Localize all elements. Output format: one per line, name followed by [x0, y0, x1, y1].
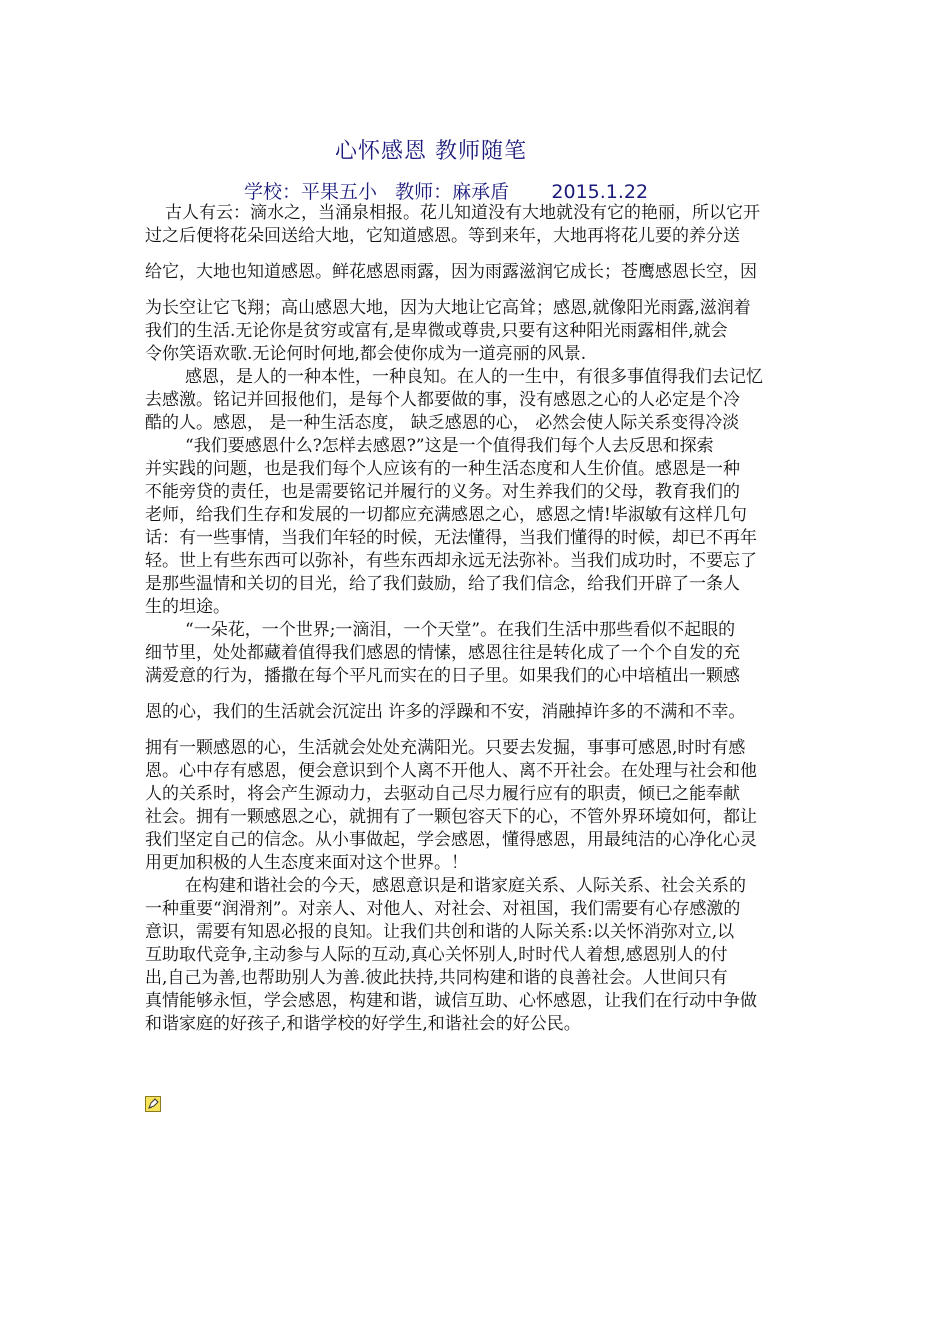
text-line: 轻。世上有些东西可以弥补，有些东西却永远无法弥补。当我们成功时，不要忘了 — [145, 551, 757, 571]
text-line: 出,自己为善,也帮助别人为善.彼此扶持,共同构建和谐的良善社会。人世间只有 — [145, 968, 728, 988]
text-line: 是那些温情和关切的目光，给了我们鼓励，给了我们信念，给我们开辟了一条人 — [145, 574, 740, 594]
text-line: 令你笑语欢歌.无论何时何地,都会使你成为一道亮丽的风景. — [145, 344, 587, 364]
text-line: 恩的心，我们的生活就会沉淀出 许多的浮躁和不安，消融掉许多的不满和不幸。 — [145, 702, 746, 722]
text-line: 恩。心中存有感恩，便会意识到个人离不开他人、离不开社会。在处理与社会和他 — [145, 761, 757, 781]
text-line: 满爱意的行为，播撒在每个平凡而实在的日子里。如果我们的心中培植出一颗感 — [145, 666, 740, 686]
text-line: 互助取代竞争,主动参与人际的互动,真心关怀别人,时时代人着想,感恩别人的付 — [145, 945, 728, 965]
article-body — [145, 202, 807, 1036]
text-line: 酷的人。感恩， 是一种生活态度， 缺乏感恩的心， 必然会使人际关系变得冷淡 — [145, 413, 740, 433]
text-line: 意识，需要有知恩必报的良知。让我们共创和谐的人际关系:以关怀消弥对立,以 — [145, 922, 735, 942]
text-line: 拥有一颗感恩的心，生活就会处处充满阳光。只要去发掘，事事可感恩,时时有感 — [145, 738, 746, 758]
page-title: 心怀感恩 教师随笔 — [335, 139, 527, 164]
byline: 学校：平果五小 教师：麻承盾 2015.1.22 — [244, 181, 649, 203]
text-line: 真情能够永恒，学会感恩，构建和谐，诚信互助、心怀感恩，让我们在行动中争做 — [145, 991, 757, 1011]
embedded-object-icon[interactable] — [145, 1096, 161, 1112]
text-line: 在构建和谐社会的今天，感恩意识是和谐家庭关系、人际关系、社会关系的 — [185, 876, 746, 896]
text-line: 一种重要“润滑剂”。对亲人、对他人、对社会、对祖国，我们需要有心存感激的 — [145, 899, 741, 919]
text-line: 并实践的问题，也是我们每个人应该有的一种生活态度和人生价值。感恩是一种 — [145, 459, 740, 479]
text-line: 为长空让它飞翔；高山感恩大地，因为大地让它高耸；感恩,就像阳光雨露,滋润着 — [145, 298, 751, 318]
text-line: 我们坚定自己的信念。从小事做起，学会感恩，懂得感恩，用最纯洁的心净化心灵 — [145, 830, 757, 850]
text-line: 去感激。铭记并回报他们，是每个人都要做的事，没有感恩之心的人必定是个冷 — [145, 390, 740, 410]
text-line: 用更加积极的人生态度来面对这个世界。！ — [145, 853, 468, 873]
text-line: 我们的生活.无论你是贫穷或富有,是卑微或尊贵,只要有这种阳光雨露相伴,就会 — [145, 321, 728, 341]
text-line: “我们要感恩什么?怎样去感恩?”这是一个值得我们每个人去反思和探索 — [185, 436, 714, 456]
text-line: 老师，给我们生存和发展的一切都应充满感恩之心，感恩之情!毕淑敏有这样几句 — [145, 505, 747, 525]
text-line: 感恩，是人的一种本性，一种良知。在人的一生中，有很多事值得我们去记忆 — [185, 367, 763, 387]
text-line: 生的坦途。 — [145, 597, 230, 617]
pen-icon — [146, 1097, 160, 1111]
text-line: 细节里，处处都藏着值得我们感恩的情愫，感恩往往是转化成了一个个自发的充 — [145, 643, 740, 663]
text-line: 不能旁贷的责任，也是需要铭记并履行的义务。对生养我们的父母，教育我们的 — [145, 482, 740, 502]
text-line: “一朵花，一个世界;一滴泪，一个天堂”。在我们生活中那些看似不起眼的 — [185, 620, 736, 640]
text-line: 过之后便将花朵回送给大地，它知道感恩。等到来年，大地再将花儿要的养分送 — [145, 226, 740, 246]
text-line: 和谐家庭的好孩子,和谐学校的好学生,和谐社会的好公民。 — [145, 1014, 581, 1034]
text-line: 话：有一些事情，当我们年轻的时候，无法懂得，当我们懂得的时候，却已不再年 — [145, 528, 757, 548]
text-line: 古人有云：滴水之，当涌泉相报。花儿知道没有大地就没有它的艳丽，所以它开 — [165, 203, 760, 223]
text-line: 给它，大地也知道感恩。鲜花感恩雨露，因为雨露滋润它成长；苍鹰感恩长空，因 — [145, 262, 757, 282]
text-line: 社会。拥有一颗感恩之心，就拥有了一颗包容天下的心，不管外界环境如何，都让 — [145, 807, 757, 827]
text-line: 人的关系时，将会产生源动力，去驱动自己尽力履行应有的职责，倾已之能奉献 — [145, 784, 740, 804]
